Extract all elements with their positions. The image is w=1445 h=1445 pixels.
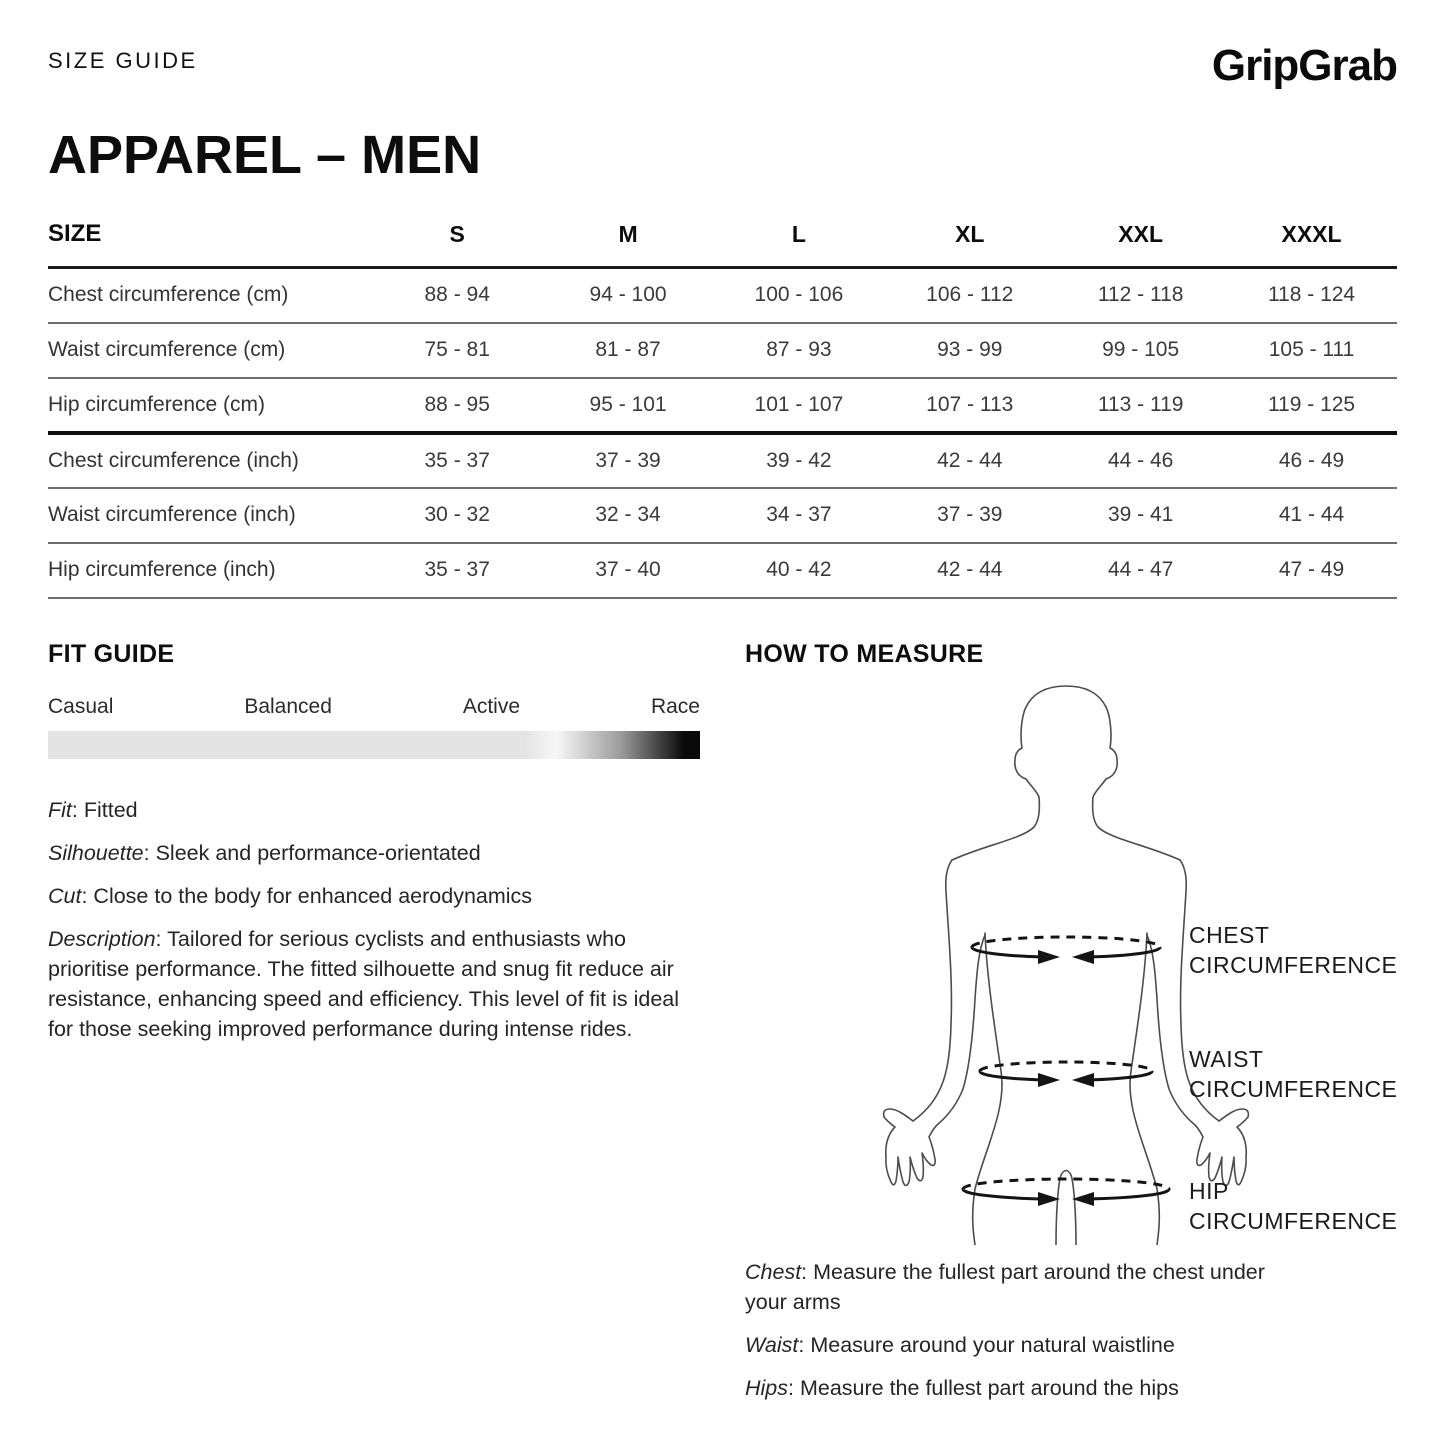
- fit-guide-section: [48, 641, 700, 1403]
- fit-guide-heading: FIT GUIDE: [48, 639, 175, 668]
- column-header-s: S: [449, 220, 465, 247]
- table-cell: 75 - 81: [424, 338, 490, 361]
- table-row-chest-cm: [48, 268, 1397, 323]
- table-cell: 39 - 41: [1107, 503, 1174, 526]
- table-cell: 30 - 32: [424, 503, 490, 526]
- table-cell: 113 - 119: [1097, 392, 1184, 416]
- table-cell: 95 - 101: [589, 392, 667, 416]
- attribute-label: Description: [48, 926, 156, 951]
- table-cell: 47 - 49: [1278, 558, 1345, 581]
- table-cell: 44 - 47: [1107, 558, 1174, 581]
- table-cell: 93 - 99: [937, 338, 1003, 361]
- how-to-measure-heading: HOW TO MEASURE: [745, 639, 984, 668]
- top-bar: [48, 41, 1397, 96]
- table-cell: 88 - 94: [424, 283, 490, 307]
- attribute-value: : Sleek and performance-orientated: [143, 840, 481, 865]
- instruction-chest: [745, 1257, 1265, 1317]
- table-row-chest-inch: [48, 433, 1397, 488]
- waist-circumference-label: WAIST: [1189, 1045, 1264, 1072]
- hip-circumference-label-line2: CIRCUMFERENCE: [1189, 1207, 1397, 1234]
- column-header-xl: XL: [955, 220, 985, 247]
- hip-circumference-label: HIP: [1189, 1177, 1229, 1204]
- instruction-label: Hips: [745, 1375, 789, 1400]
- table-cell: 37 - 40: [595, 558, 661, 581]
- table-cell: 81 - 87: [595, 338, 661, 361]
- attribute-label: Cut: [48, 883, 82, 908]
- gripgrab-logo: GripGrab: [1211, 41, 1397, 90]
- table-cell: 32 - 34: [595, 503, 661, 526]
- table-cell: 112 - 118: [1097, 283, 1184, 307]
- table-cell: 99 - 105: [1102, 338, 1180, 361]
- table-row-hip-cm: [48, 378, 1397, 433]
- page-title: APPAREL – MEN: [48, 125, 482, 185]
- table-cell: 107 - 113: [926, 392, 1014, 416]
- column-header-m: M: [618, 220, 638, 247]
- table-cell: 35 - 37: [424, 448, 490, 472]
- header-row: [48, 212, 1397, 268]
- fit-scale-label-balanced: Balanced: [244, 694, 332, 718]
- table-cell: 40 - 42: [766, 558, 832, 581]
- body-outline-figure-icon: [745, 679, 1397, 1245]
- fit-scale-labels: [48, 695, 700, 719]
- table-cell: 37 - 39: [937, 503, 1003, 526]
- table-row-waist-cm: [48, 323, 1397, 378]
- attribute-label: Fit: [48, 797, 72, 822]
- instruction-label: Waist: [745, 1332, 799, 1357]
- attribute-value: : Fitted: [71, 797, 138, 822]
- instruction-value: : Measure the fullest part around the hips: [788, 1375, 1179, 1400]
- fit-scale-label-casual: Casual: [48, 694, 114, 718]
- column-header-l: L: [791, 220, 806, 247]
- table-cell: 106 - 112: [926, 283, 1014, 307]
- measure-arrow-icons: [1038, 950, 1094, 1206]
- fit-attribute-silhouette: [48, 838, 700, 868]
- table-row-hip-inch: [48, 543, 1397, 598]
- fit-scale-label-active: Active: [462, 694, 521, 718]
- table-cell: 34 - 37: [766, 503, 832, 526]
- table-cell: 42 - 44: [937, 448, 1003, 472]
- table-cell: 44 - 46: [1107, 448, 1174, 472]
- instruction-label: Chest: [745, 1259, 802, 1284]
- table-cell: 88 - 95: [424, 392, 490, 416]
- table-cell: 94 - 100: [589, 283, 667, 307]
- size-table-header: [48, 212, 1397, 268]
- row-label: Waist circumference (cm): [48, 338, 286, 361]
- table-cell: 87 - 93: [766, 338, 832, 361]
- row-label: Chest circumference (cm): [48, 283, 289, 307]
- table-cell: 101 - 107: [754, 392, 844, 416]
- column-header-xxl: XXL: [1118, 220, 1163, 247]
- size-table: [48, 212, 1397, 599]
- table-row-waist-inch: [48, 488, 1397, 543]
- waist-circumference-label-line2: CIRCUMFERENCE: [1189, 1075, 1397, 1102]
- instruction-hips: [745, 1373, 1265, 1403]
- fit-scale-label-race: Race: [650, 694, 700, 718]
- row-label: Hip circumference (cm): [48, 392, 266, 416]
- attribute-value: : Tailored for serious cyclists and enthusiasts who prioritise performance. The fitted silhouette and snug fit reduce air resistance, enhancing speed and efficiency. This level of fit is ideal for those seeking improved performance during intense rides.: [48, 926, 680, 1041]
- table-cell: 41 - 44: [1278, 503, 1345, 526]
- column-header-xxxl: XXXL: [1281, 220, 1342, 247]
- how-to-measure-section: [745, 641, 1397, 1403]
- table-cell: 46 - 49: [1278, 448, 1345, 472]
- fit-attribute-description: [48, 924, 700, 1044]
- fit-scale-gradient-bar: [48, 731, 700, 759]
- document-type-label: SIZE GUIDE: [48, 48, 198, 73]
- fit-attribute-cut: [48, 881, 700, 911]
- row-label: Waist circumference (inch): [48, 503, 296, 526]
- chest-circumference-label: CHEST: [1189, 921, 1270, 948]
- table-cell: 39 - 42: [766, 448, 832, 472]
- table-cell: 105 - 111: [1268, 338, 1355, 361]
- table-cell: 35 - 37: [424, 558, 490, 581]
- instruction-value: : Measure the fullest part around the chest under your arms: [745, 1259, 1265, 1314]
- table-cell: 42 - 44: [937, 558, 1003, 581]
- body-measurement-diagram: [745, 679, 1397, 1245]
- chest-circumference-label-line2: CIRCUMFERENCE: [1189, 951, 1397, 978]
- table-cell: 119 - 125: [1267, 392, 1356, 416]
- table-cell: 37 - 39: [595, 448, 661, 472]
- table-cell: 100 - 106: [754, 283, 844, 307]
- table-cell: 118 - 124: [1267, 283, 1356, 307]
- column-header-size: SIZE: [48, 220, 102, 247]
- row-label: Hip circumference (inch): [48, 558, 276, 581]
- measure-instructions: [745, 1257, 1265, 1403]
- fit-attribute-fit: [48, 795, 700, 825]
- instruction-value: : Measure around your natural waistline: [798, 1332, 1175, 1357]
- instruction-waist: [745, 1330, 1265, 1360]
- row-label: Chest circumference (inch): [48, 448, 299, 472]
- attribute-value: : Close to the body for enhanced aerodynamics: [81, 883, 533, 908]
- attribute-label: Silhouette: [48, 840, 144, 865]
- fit-attributes: [48, 795, 700, 1044]
